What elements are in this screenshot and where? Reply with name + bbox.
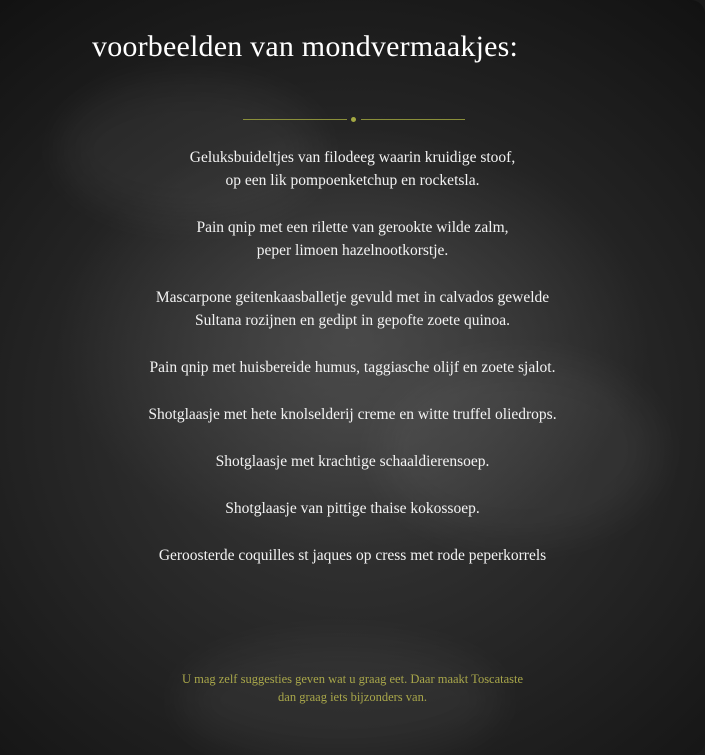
menu-item (0, 450, 705, 473)
menu-item-line: peper limoen hazelnootkorstje. (256, 242, 449, 259)
menu-item-line: Mascarpone geitenkaasballetje gevuld met in calvados gewelde (155, 289, 550, 306)
menu-item-line: Shotglaasje met hete knolselderij creme en witte truffel oliedrops. (148, 406, 557, 423)
menu-list (0, 146, 705, 591)
page-title: voorbeelden van mondvermaakjes: (92, 30, 519, 63)
menu-item (0, 544, 705, 567)
footer-note-line: U mag zelf suggesties geven wat u graag eet. Daar maakt Toscataste (181, 672, 524, 686)
menu-item-line: Pain qnip met huisbereide humus, taggiasche olijf en zoete sjalot. (149, 359, 556, 376)
menu-item-line: Pain qnip met een rilette van gerookte wilde zalm, (196, 219, 509, 236)
menu-item (0, 497, 705, 520)
menu-item-line: Sultana rozijnen en gedipt in gepofte zoete quinoa. (194, 312, 511, 329)
menu-item-line: Geluksbuideltjes van filodeeg waarin kruidige stoof, (189, 149, 516, 166)
divider-line-left (243, 119, 347, 120)
divider-line-right (361, 119, 465, 120)
footer-note-line: dan graag iets bijzonders van. (278, 690, 427, 704)
menu-item-line: Shotglaasje van pittige thaise kokossoep. (225, 500, 480, 517)
menu-item-line: op een lik pompoenketchup en rocketsla. (225, 172, 480, 189)
menu-item-line: Shotglaasje met krachtige schaaldierensoep. (215, 453, 490, 470)
menu-item (0, 146, 705, 192)
menu-item (0, 403, 705, 426)
ornamental-divider (243, 114, 465, 126)
menu-item-line: Geroosterde coquilles st jaques op cress met rode peperkorrels (158, 547, 547, 564)
menu-item (0, 356, 705, 379)
footer-note (0, 670, 705, 706)
menu-item (0, 216, 705, 262)
menu-item (0, 286, 705, 332)
divider-dot-icon (351, 117, 356, 122)
